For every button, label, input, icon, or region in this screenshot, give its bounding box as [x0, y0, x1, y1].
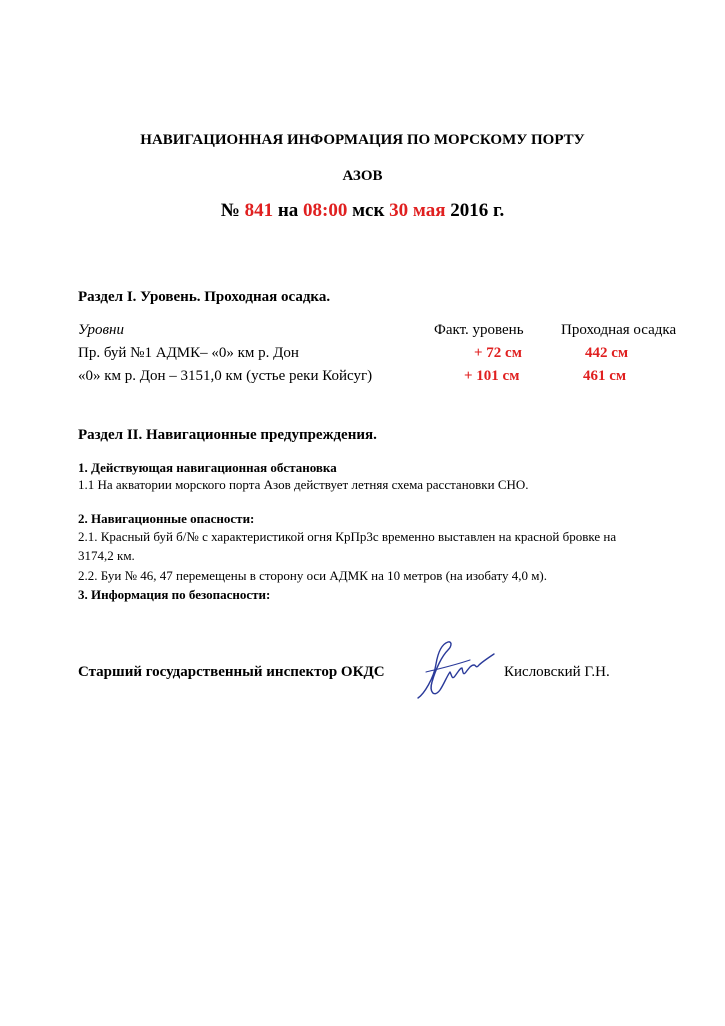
- section2-title: Раздел II. Навигационные предупреждения.: [78, 427, 377, 443]
- handwritten-signature: [414, 638, 496, 704]
- bulletin-time: 08:00: [303, 200, 348, 221]
- col-header-fact-level: Факт. уровень: [434, 322, 524, 338]
- bulletin-number: 841: [244, 200, 274, 221]
- col-header-draft: Проходная осадка: [561, 322, 677, 338]
- table-row-2-draft: 461 см: [583, 368, 627, 384]
- doc-title-line1: НАВИГАЦИОННАЯ ИНФОРМАЦИЯ ПО МОРСКОМУ ПОРТУ: [140, 132, 585, 148]
- item3-title: 3. Информация по безопасности:: [78, 587, 271, 602]
- table-row-1-level: + 72 см: [474, 345, 522, 361]
- bulletin-date: 30 мая: [389, 200, 446, 221]
- doc-title-line2: АЗОВ: [342, 168, 383, 184]
- table-row-2-name: «0» км р. Дон – 3151,0 км (устье реки Койсуг): [78, 368, 373, 384]
- table-row-1-draft: 442 см: [585, 345, 629, 361]
- item2-title: 2. Навигационные опасности:: [78, 511, 255, 526]
- item2-1-text-cont: 3174,2 км.: [78, 548, 135, 563]
- signature-position: Старший государственный инспектор ОКДС: [78, 664, 385, 680]
- item2-2-text: 2.2. Буи № 46, 47 перемещены в сторону оси АДМК на 10 метров (на изобату 4,0 м).: [78, 568, 548, 583]
- bulletin-number-line: [0, 200, 725, 222]
- msk-label: мск: [347, 200, 390, 221]
- item1-title: 1. Действующая навигационная обстановка: [78, 460, 337, 475]
- item1-text: 1.1 На акватории морского порта Азов действует летняя схема расстановки СНО.: [78, 477, 529, 492]
- col-header-levels: Уровни: [78, 322, 124, 338]
- year-label: 2016 г.: [445, 200, 505, 221]
- number-prefix: №: [220, 200, 245, 221]
- section1-title: Раздел I. Уровень. Проходная осадка.: [78, 289, 331, 305]
- on-label: на: [273, 200, 304, 221]
- table-row-2-level: + 101 см: [464, 368, 520, 384]
- signature-name: Кисловский Г.Н.: [504, 664, 610, 680]
- item2-1-text: 2.1. Красный буй б/№ с характеристикой огня КрПр3с временно выставлен на красной бровке на: [78, 529, 617, 544]
- table-row-1-name: Пр. буй №1 АДМК– «0» км р. Дон: [78, 345, 299, 361]
